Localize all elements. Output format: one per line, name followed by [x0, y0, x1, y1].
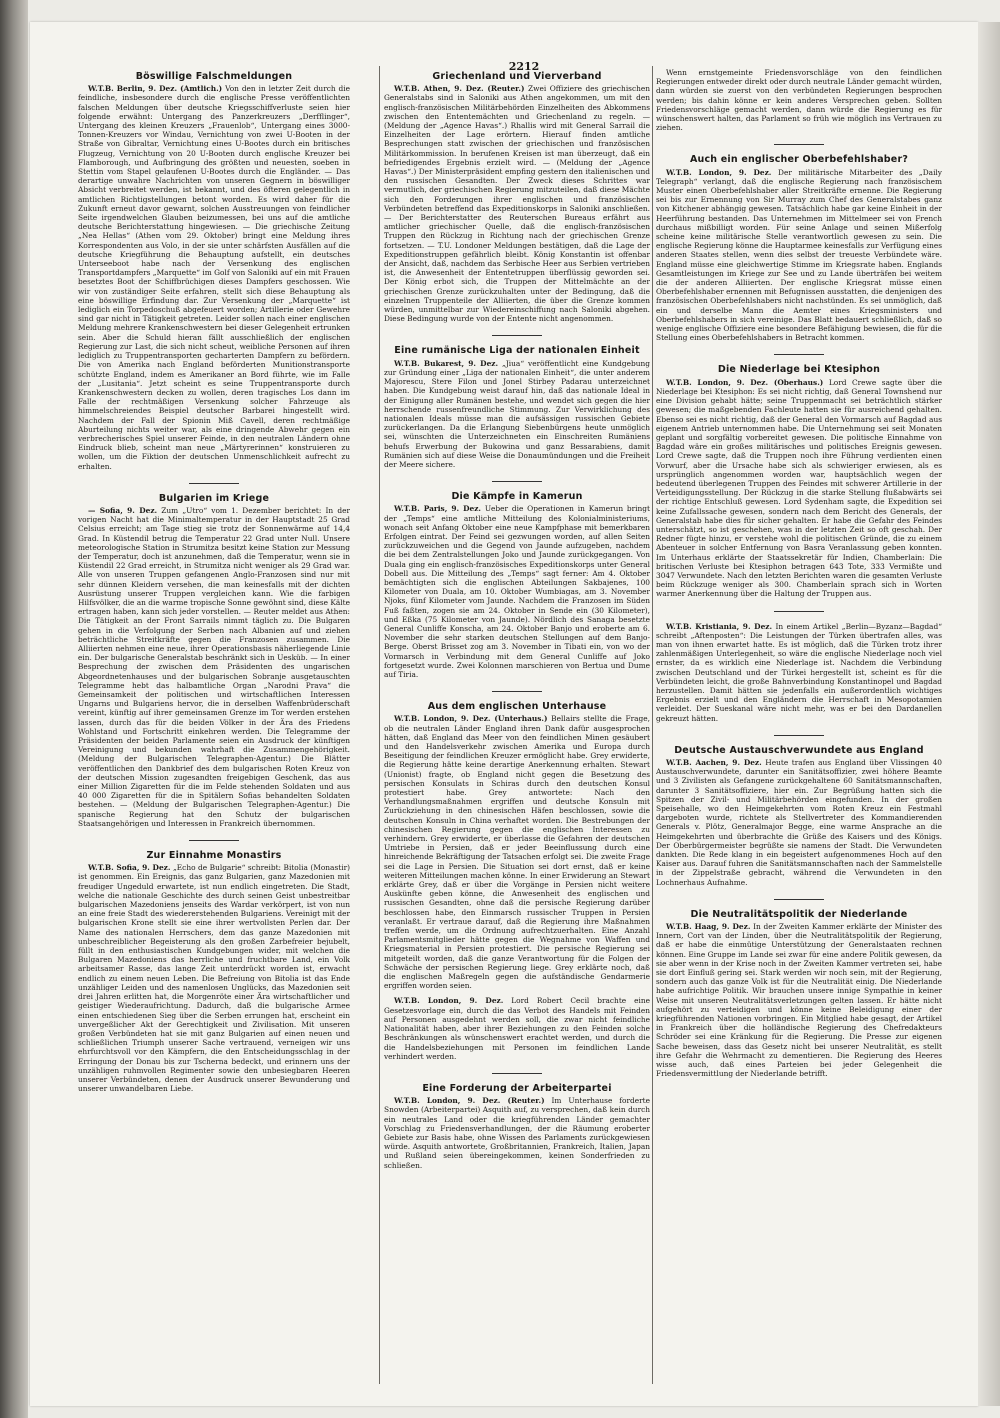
column-1: [78, 68, 350, 1383]
article-text: Lord Crewe sagte über die Niederlage bei Ktesiphon: Es sei nicht richtig, daß General Townshend nur eine Division gehabt hätte; seine Truppenmacht sei beträchtlich stärker gewesen; die maßgebenden Fachleute hatten sie für ausreichend gehalten. Ebenso sei es nicht richtig, daß der General den Vormarsch auf Bagdad aus eigenem Antrieb unternommen habe. Die Unternehmung sei seit Monaten geplant und sorgfältig vorbereitet gewesen. Die politische Einnahme von Bagdad wäre ein großes militärisches und politisches Ereignis gewesen. Lord Crewe sagte, daß die Truppen noch ihre Führung verdienten einen Vorwurf, aber die Ursache habe sich als schwieriger erwiesen, als es ursprünglich angenommen worden war, hauptsächlich wegen der bedeutend überlegenen Truppen des Feindes mit schwerer Artillerie in der Verteidigungsstellung. Der Rückzug in die starke Stellung flußabwärts sei der richtige Entschluß gewesen. Lord Sydenham sagte, die Expedition sei keine Zufallssache gewesen, sondern nach dem Bericht des Generals, der Generalstab habe dies für sicher gehalten. Er habe die Gefahr des Feindes unterschätzt, so ist geschehen, was in der letzten Zeit so oft geschah. Der Redner fügte hinzu, er verstehe wohl die politischen Gründe, die zu einem Abenteuer in solcher Entfernung von Basra Veranlassung geben konnten. Im Unterhaus erklärte der Staatssekretär für Indien, Chamberlain: Die britischen Verluste bei Ktesiphon betragen 643 Tote, 333 Vermißte und 3047 Verwundete. Nach den letzten Berichten waren die gesamten Verluste beim Rückzuge weniger als 300. Chamberlain sprach sich in Worten warmer Anerkennung über die Haltung der Truppen aus.: [656, 377, 942, 599]
column-rule: [652, 66, 653, 1384]
column-3: [656, 68, 942, 1383]
article-body: [78, 84, 350, 471]
article-separator: [774, 899, 824, 900]
article-headline: Zur Einnahme Monastirs: [146, 850, 282, 862]
article-body: [78, 863, 350, 1093]
column-2: [384, 68, 650, 1383]
article-separator: [774, 354, 824, 355]
article-separator: [492, 691, 542, 692]
article-dateline: W.T.B. Berlin, 9. Dez. (Amtlich.): [88, 84, 223, 94]
article-body: [656, 622, 942, 723]
article-text: Heute trafen aus England über Vlissingen 40 Austauschverwundete, darunter ein Sanitätsoffizier, zwei höhere Beamte und 3 Zivilisten als Gefangene zurückgehaltene 60 Sanitätsmannschaften, darunter 3 Sanitätsoffiziere, hier ein. Zur Begrüßung hatten sich die Spitzen der Zivil- und Militärbehörden eingefunden. In der großen Speisehalle, wo den Heimgekehrten vom Roten Kreuz ein Festmahl dargeboten wurde, richtete als Stellvertreter des Kommandierenden Generals v. Plötz, Generalmajor Begge, eine warme Ansprache an die Heimgekehrten und überbrachte die Grüße des Kaisers und des Königs. Der Oberbürgermeister begrüßte sie namens der Stadt. Die Verwundeten dankten. Die Rede klang in ein begeistert aufgenommenes Hoch auf den Kaiser aus. Darauf fuhren die Sanitätsmannschaften nach der Sammelstelle in der Zippelstraße gebracht, während die Verwundeten in den Lochnerhaus Aufnahme.: [656, 758, 942, 887]
article-text: In der Zweiten Kammer erklärte der Minister des Innern, Cort van der Linden, über die Neutralitätspolitik der Regierung, daß er habe die einmütige Unterstützung der Generalstaaten rechnen können. Eine Gruppe im Lande sei zwar für eine andere Politik gewesen, da sie aber wenn in der Krise noch in der Zweiten Kammer vertreten sei, habe sie dort Einfluß gering sei. Stark werden wir noch sein, mit der Regierung, sondern auch das ganze Volk ist für die Neutralität einig. Die Niederlande habe aufrichtige Politik. Wir brauchen unsere innige Sympathie in keiner Weise mit unseren Neutralitätsverletzungen gelten lassen. Er hätte nicht aufgehört zu verteidigen und könne keine Beleidigung einer der kriegführenden Nationen vorbringen. Ein Mitglied habe gesagt, der Artikel in Frankreich über die holländische Regierung des Chefredakteurs Schröder sei eine Kränkung für die Regierung. Die Presse zur eigenen Sache beweisen, dass das Gesetz nicht bei unserer Neutralität, es stellt ihre Gefahr die Wehrmacht zu dementieren. Die Regierung des Heeres wisse auch, daß eines Parteien bei jeder Gelegenheit die Friedensvermittlung der Niederlande betrifft.: [656, 922, 942, 1079]
article-body: [384, 714, 650, 990]
article-body: [384, 996, 650, 1060]
page-edge-right: [978, 22, 1000, 1406]
article-body: [656, 168, 942, 343]
article-dateline: W.T.B. Bukarest, 9. Dez.: [394, 358, 499, 368]
article-dateline: W.T.B. Paris, 9. Dez.: [394, 504, 481, 514]
article-text: „Jiua“ veröffentlicht eine Kundgebung zur Gründung einer „Liga der nationalen Einheit“, die unter anderem Majorescu, Stere Filon und Jonel Stirbey Padarau unterzeichnet haben. Die Kundgebung weist darauf hin, daß das nationale Ideal in der Einigung aller Rumänen bestehe, und wendet sich gegen die hier herrschende russenfreundliche Stimmung. Zur Verwirklichung des nationalen Ideals müsse man die aufsässigen russischen Gebiete zurückerlangen. Da die Erlangung Siebenbürgens heute unmöglich sei, wünschten die Unterzeichneten ein Einschreiten Rumäniens behufs Erwerbung der Bukowina und ganz Bessarabiens, damit Rumänien sich auf diese Weise die Donaumündungen und die Freiheit der Meere sichere.: [384, 358, 650, 469]
column-rule: [379, 66, 380, 1384]
article-text: Zum „Utro“ vom 1. Dezember berichtet: In der vorigen Nacht hat die Minimaltemperatur in der Hauptstadt 25 Grad Celsius erreicht; am Tage stieg sie trotz der Sonnenwärme auf 14,4 Grad. In Küstendil betrug die Temperatur 22 Grad unter Null. Unsere meteorologische Station in Strumitza besitzt keine Station zur Messung der Temperatur, doch ist anzunehmen, daß die Temperatur, wenn sie in Küstendil 22 Grad erreicht, in Strumitza nicht weniger als 29 Grad war. Alle von unseren Truppen gefangenen Anglo-Franzosen sind nur mit sehr dünnen Kleidern versehen, die man keinesfalls mit der dichten Ausrüstung unserer Truppen vergleichen kann. Wie die farbigen Hilfsvölker, die an die warme tropische Sonne gewöhnt sind, diese Kälte ertragen haben, kann sich jeder vorstellen. — Reuter meldet aus Athen: Die Tätigkeit an der Front Sarrails nimmt täglich zu. Die Bulgaren gehen in die Verfolgung der Serben nach Albanien auf und ziehen beträchtliche Streitkräfte gegen die Franzosen zusammen. Die Alliierten nehmen eine neue, ihrer Operationsbasis näherliegende Linie ein. Der bulgarische Generalstab beschränkt sich in Uesküb. — In einer Besprechung der zwischen dem Präsidenten des ungarischen Abgeordnetenhauses und der bulgarischen Sobranje ausgetauschten Telegramme hebt das halbamtliche Organ „Narodni Prava“ die Gemeinsamkeit der politischen und wirtschaftlichen Interessen Ungarns und Bulgariens hervor, die in derselben Waffenbrüderschaft vereint, künftig auf ihrer gemeinsamen Grenze im Tor werden erstehen lassen, durch das für die beiden Völker in der Ära des Friedens Wohlstand und Fortschritt einkehren werden. Die Telegramme der Präsidenten der beiden Parlamente seien ein Ausdruck der künftigen Vereinigung und bekunden wahrhaft die Zusammengehörigkeit. (Meldung der Bulgarischen Telegraphen-Agentur.) Die Blätter veröffentlichen den Dankbrief des dem bulgarischen Roten Kreuz von der deutschen Mission zugesandten freigebigen Geschenk, das aus einer Million Zigaretten für die im Felde stehenden Soldaten und aus 40 000 Zigaretten für die in Spitälern Sofias behandelten Soldaten bestehen. — (Meldung der Bulgarischen Telegraphen-Agentur.) Die spanische Regierung hat den Schutz der bulgarischen Staatsangehörigen und Interessen in Frankreich übernommen.: [78, 505, 350, 828]
article-dateline: W.T.B. London, 9. Dez.: [394, 996, 504, 1006]
article-headline: Eine rumänische Liga der nationalen Einheit: [394, 345, 640, 357]
article-body: [656, 68, 942, 132]
article-body: [384, 84, 650, 323]
article-body: [384, 1096, 650, 1170]
article-dateline: W.T.B. Sofia, 9. Dez.: [88, 863, 171, 873]
article-text: Bellairs stellte die Frage, ob die neutralen Länder England ihren Dank dafür ausgesprochen hätten, daß England das Meer von den feindlichen Minen gesäubert und den Handelsverkehr zwischen Amerika und Europa durch Beseitigung der feindlichen Kreuzer ermöglicht habe. Grey erwiderte, die Regierung hätte keine derartige Anerkennung erhalten. Stewart (Unionist) fragte, ob England nicht gegen die Besetzung des persischen Konsulats in Schiras durch den deutschen Konsul protestiert habe. Grey antwortete: Nach den Verhandlungsmaßnahmen ergriffen und deutsche Konsuln mit Zurückziehung in den chinesischen Häfen beschlossen, sowie die deutschen Konsuln in China verhaftet worden. Die Bestrebungen der chinesischen Regierung gegen die englischen Interessen zu verhindern. Grey erwiderte, er überlasse die Gefahren der deutschen Umtriebe in Persien, daß er jeder Beeinflussung durch eine hinreichende Bekräftigung der Tatsachen erfolgt sei. Die zweite Frage sei die Lage in Persien. Die Situation sei dort ernst, daß er keine weiteren Mitteilungen machen könne. In einer Erwiderung an Stewart erklärte Grey, daß er über die Vorgänge in Persien nicht weitere Auskünfte geben könne, die Anwesenheit des englischen und russischen Gesandten, ohne daß die persische Regierung darüber beschlossen habe, den Einmarsch russischer Truppen in Persien veranlaßt. Er vertraue darauf, daß die Regierung ihre Maßnahmen treffen werde, um die Ordnung aufrechtzuerhalten. Eine Anzahl Parlamentsmitglieder hätte gegen die Wegnahme von Waffen und Kriegsmaterial in Persien protestiert. Die persische Regierung sei mitgeteilt worden, daß die ganze Verantwortung für die Folgen der Schwäche der persischen Regierung liege. Grey erklärte noch, daß die englischen Maßregeln gegen die aufständische Gendarmerie ergriffen worden seien.: [384, 714, 650, 991]
article-separator: [492, 1073, 542, 1074]
article: [384, 72, 650, 323]
article: [656, 746, 942, 887]
article-headline: Eine Forderung der Arbeiterpartei: [422, 1082, 612, 1094]
article-headline: Die Kämpfe in Kamerun: [451, 491, 583, 503]
article-body: [384, 504, 650, 679]
article: [384, 1084, 650, 1170]
article-text: Im Unterhause forderte Snowden (Arbeiterpartei) Asquith auf, zu versprechen, daß kein durch ein neutrales Land oder die kriegführenden Länder gemachter Vorschlag zu Friedensverhandlungen, der die Räumung eroberter Gebiete zur Basis habe, ohne Wissen des Parlaments zurückgewiesen würde. Asquith antwortete, Großbritannien, Frankreich, Italien, Japan und Rußland seien übereingekommen, keinen Sonderfrieden zu schließen.: [384, 1096, 650, 1170]
article: [656, 622, 942, 723]
article-headline: Auch ein englischer Oberbefehlshaber?: [689, 154, 909, 166]
page-number: 2212: [508, 60, 540, 73]
article-separator: [774, 735, 824, 736]
article: [78, 494, 350, 828]
article-body: [78, 506, 350, 828]
article-separator: [774, 611, 824, 612]
article-text: Wenn ernstgemeinte Friedensvorschläge von den feindlichen Regierungen entweder direkt oder durch neutrale Länder gemacht würden, dann würden sie zuerst von den verbündeten Regierungen besprochen werden; bis dahin könne er kein anderes Versprechen geben. Sollten Friedensvorschläge gemacht werden, dann würde die Regierung es für wünschenswert halten, das Parlament so früh wie möglich ins Vertrauen zu ziehen.: [656, 68, 942, 133]
article-body: [656, 922, 942, 1078]
article: [384, 996, 650, 1060]
article-body: [656, 378, 942, 599]
article: [78, 72, 350, 471]
article-headline: Aus dem englischen Unterhause: [427, 701, 607, 713]
article-separator: [189, 483, 239, 484]
article-dateline: W.T.B. Aachen, 9. Dez.: [666, 758, 762, 767]
article-dateline: W.T.B. Kristiania, 9. Dez.: [666, 621, 773, 631]
article-separator: [492, 481, 542, 482]
article-separator: [774, 144, 824, 145]
article: [656, 910, 942, 1079]
article-dateline: W.T.B. London, 9. Dez.: [666, 167, 772, 177]
article-text: Zwei Offiziere des griechischen Generalstabs sind in Saloniki aus Athen angekommen, um mit den englisch-französischen Militärbehörden Einzelheiten des Abkommens zwischen den Ententemächten und Griechenland zu regeln. — (Meldung der „Agence Havas“.) Rhallis wird mit General Sarrail die Einzelheiten der Lage erörtern. Hierauf finden amtliche Besprechungen statt zwischen der griechischen und französischen Militärkommission. In berufenen Kreisen ist man überzeugt, daß ein befriedigendes Ergebnis erzielt wird. — (Meldung der „Agence Havas“.) Der Ministerpräsident empfing gestern den italienischen und den russischen Gesandten. Der Zweck dieses Schrittes war vermutlich, der griechischen Regierung mitzuteilen, daß diese Mächte sich den Forderungen ihrer englischen und französischen Verbündeten betreffend das Expeditionskorps in Saloniki anschließen. — Der Berichterstatter des Reuterschen Bureaus erfährt aus amtlicher griechischer Quelle, daß die englisch-französischen Truppen den Rückzug in Richtung nach der griechischen Grenze fortsetzen. — T.U. Londoner Meldungen bestätigen, daß die Lage der Expeditionstruppen gefährlich bleibt. König Konstantin ist offenbar der Ansicht, daß, nachdem das Serbische Heer aus Serbien vertrieben ist, die Anwesenheit der Ententetruppen überflüssig geworden sei. Der König erbot sich, die Truppen der Mittelmächte an der griechischen Grenze zurückzuhalten unter der Bedingung, daß die einzelnen Truppenteile der Alliierten, die über die Grenze kommen würden, unmittelbar zur Wiedereinschiffung nach Saloniki abgehen. Diese Bedingung wurde von der Entente nicht angenommen.: [384, 84, 650, 324]
article-text: Von den in letzter Zeit durch die feindliche, insbesondere durch die englische Presse veröffentlichten falschen Meldungen über deutsche Kriegsschiffverluste seien hier folgende erwähnt: Untergang des Panzerkreuzers „Derfflinger“, Untergang des kleinen Kreuzers „Frauenlob“, Untergang eines 3000-Tonnen-Kreuzers vor Windau, Vernichtung von zwei U-Booten in der Straße von Gibraltar, Vernichtung eines U-Bootes durch ein britisches Flugzeug, Vernichtung von 20 U-Booten durch englische Kreuzer bei Flamborough, und Aufbringung des größten und neuesten, soeben in Stettin vom Stapel gelaufenen U-Bootes durch die Engländer. — Das derartige unwahre Nachrichten von unseren Gegnern in böswilliger Absicht verbreitet werden, ist bekannt, und des öfteren gelegentlich in amtlichen Richtigstellungen betont worden. Es wird daher für die Zukunft erneut davor gewarnt, solchen Ausstreuungen von feindlicher Seite irgendwelchen Glauben beizumessen, bei uns auf die amtliche deutsche Berichterstattung hingewiesen. — Die griechische Zeitung „Nea Hellas“ (Athen vom 29. Oktober) bringt eine Meldung ihres Korrespondenten aus Volo, in der sie unter schärfsten Ausfällen auf die deutsche Kriegführung die Behauptung aufstellt, ein deutsches Unterseeboot habe nach der Versenkung des englischen Transportdampfers „Marquette“ im Golf von Saloniki auf ein mit Frauen besetztes Boot der Schiffbrüchigen dieses Dampfers geschossen. Wie wir von zuständiger Seite erfahren, stellt sich diese Behauptung als eine böswillige Erfindung dar. Zur Versenkung der „Marquette“ ist lediglich ein Torpedoschuß abgefeuert worden; Artillerie oder Gewehre sind gar nicht in Tätigkeit getreten. Leider sollen nach einer englischen Meldung mehrere Krankenschwestern bei dieser Gelegenheit ertrunken sein. Aber die Schuld hieran fällt ausschließlich der englischen Regierung zur Last, die sich nicht scheut, weibliche Personen auf ihren lediglich zu Truppentransporten gecharterten Dampfern zu befördern. Die von Amerika nach England beförderten Munitionstransporte schützte England, indem es Amerikaner an Bord führte, wie im Falle der „Lusitania“. Jetzt scheint es seine Truppentransporte durch Krankenschwestern decken zu wollen, deren tragisches Los dann im Falle der rechtmäßigen Versenkung solcher Fahrzeuge als himmelschreiendes Beispiel deutscher Barbarei hingestellt wird. Nachdem der Fall der Spionin Miß Cavell, deren rechtmäßige Aburteilung nichts weiter war, als eine dringende Abwehr gegen ein verbrecherisches Spiel unserer Feinde, in den neutralen Ländern ohne Eindruck blieb, scheint man neue „Märtyrerinnen“ konstruieren zu wollen, um die Fiktion der deutschen Unmenschlichkeit aufrecht zu erhalten.: [78, 84, 350, 471]
article: [656, 155, 942, 342]
article-headline: Bulgarien im Kriege: [158, 492, 270, 504]
article-text: Ueber die Operationen in Kamerun bringt der „Temps“ eine amtliche Mitteilung des Kolonialministeriums, wonach seit Anfang Oktober eine neue Kampfphase mit bemerkbaren Erfolgen eintrat. Der Feind sei gezwungen worden, auf allen Seiten zurückzuweichen und die Gegend von Jaunde aufzugeben, nachdem die bei dem Zentralstellungen Joko und Jaunde zurückgegangen. Von Duala ging ein englisch-französisches Expeditionskorps unter General Dobell aus. Die Mitteilung des „Temps“ sagt ferner: Am 4. Oktober bemächtigten sich die englischen Abteilungen Sakbajenes, 100 Kilometer von Duala, am 10. Oktober Wumbiagas, am 3. November Njoks, fünf Kilometer vom Jaunde. Nachdem die Franzosen im Süden Fuß faßten, zogen sie am 24. Oktober in Sende ein (30 Kilometer), und Eßka (75 Kilometer von Jaunde). Nördlich des Sanaga besetzte General Cunliffe Konscha, am 24. Oktober Banjo und eroberte am 6. November die sehr starken deutschen Stellungen auf dem Banjo-Berge. Oberst Brisset zog am 3. November in Tibati ein, von wo der Vormarsch in Verbindung mit dem General Cunliffe auf Joko fortgesetzt wurde. Zwei Kolonnen marschieren von Bertua und Dume auf Tiria.: [384, 504, 650, 679]
article: [384, 346, 650, 469]
article-dateline: W.T.B. London, 9. Dez. (Oberhaus.): [666, 377, 824, 387]
article: [656, 365, 942, 598]
article-headline: Böswillige Falschmeldungen: [135, 71, 293, 82]
article-text: In einem Artikel „Berlin—Byzanz—Bagdad“ schreibt „Aftenposten“: Die Leistungen der Türken übertrafen alles, was man von ihnen erwartet hatte. Es ist möglich, daß die Türken trotz ihrer zahlenmäßigen Unterlegenheit, so wäre die englische Niederlage noch viel ernster, da es wirklich eine Niederlage ist. Nachdem die Verbindung zwischen Deutschland und der Türkei hergestellt ist, scheint es für die Verbündeten leicht, die große Bahnverbindung Konstantinopel und Bagdad herzustellen. Damit hätten sie jedenfalls ein außerordentlich wichtiges Ergebnis erzielt und den Engländern die Herrschaft in Mesopotamien verleidet. Der Sueskanal wäre nicht mehr, was er bei den Dardanellen gekreuzt hätten.: [656, 621, 942, 723]
book-binding-edge: [0, 0, 28, 1418]
article: [384, 492, 650, 679]
article: [384, 702, 650, 990]
article: [78, 851, 350, 1093]
article-headline: Deutsche Austauschverwundete aus England: [674, 744, 924, 756]
article-dateline: W.T.B. Haag, 9. Dez.: [666, 922, 751, 932]
article-separator: [492, 335, 542, 336]
article-text: Der militärische Mitarbeiter des „Daily Telegraph“ verlangt, daß die englische Regierung nach französischem Muster einen Oberbefehlshaber aller Streitkräfte ernenne. Die Regierung sei bis zur Ernennung von Sir Murray zum Chef des Generalstabes ganz von Kitchener abhängig gewesen. Tatsächlich habe gar keine Einheit in der Heerführung bestanden. Das Unternehmen im Mittelmeer sei von French durchaus mißbilligt worden. Für seine Anlage und seinen Mißerfolg scheine keine militärische Stelle verantwortlich gewesen zu sein. Die englische Regierung könne die Hauptarmee keinesfalls zur Verfügung eines anderen Staates stellen, wenn dies selbst der treueste Verbündete wäre. England müsse eine gleichwertige Stimme im Kriegsrate haben. Englands Gesamtleistungen im Kriege zur See und zu Lande überträfen bei weitem die der anderen Alliierten. Der englische Kriegsrat müsse einen Oberbefehlshaber ernennen mit Befugnissen ausstatten, die denjenigen des französischen Oberbefehlshabers nicht nachstünden. Es sei unmöglich, daß ein und derselbe Mann die Aemter eines Kriegsministers und Oberbefehlshabers in sich vereinige. Das Blatt bedauert schließlich, daß so wenige englische Offiziere eine besondere Befähigung bewiesen, die für die Stellung eines Oberbefehlshabers in Betracht kommen.: [656, 167, 942, 343]
article-body: [656, 758, 942, 887]
article-separator: [189, 840, 239, 841]
article-text: Lord Robert Cecil brachte eine Gesetzesvorlage ein, durch die das Verbot des Handels mit Feinden auf Personen ausgedehnt werden soll, die zwar nicht feindliche Nationalität haben, aber ihrer Beziehungen zu den Feinden solche Beschränkungen als wünschenswert erachtet werden, und durch die die Handelsbeziehungen mit Personen im feindlichen Lande verhindert werden.: [384, 996, 650, 1061]
article-body: [384, 359, 650, 469]
article-text: „Echo de Bulgarie“ schreibt: Bitolia (Monastir) ist genommen. Ein Ereignis, das ganz Bulgarien, ganz Mazedonien mit freudiger Ungeduld erwartete, ist nun endlich eingetreten. Die Stadt, welche die nationale Geschichte des durch seinen Geist unbestreitbar bulgarischen Mazedoniens jenseits des Wardar verkörpert, ist von nun an eine freie Stadt des wiedererstehenden Bulgariens. Vereinigt mit der bulgarischen Krone stellt sie eine ihrer wertvollsten Perlen dar. Der Name des nationalen Herrschers, dem das ganze Mazedonien mit unbeschreiblicher Begeisterung als den großen Zarbefreier bejubelt, füllt in den enthusiastischen Kundgebungen wider, mit welchen die Bulgaren Mazedoniens das herrliche und fruchtbare Land, ein Volk arbeitsamer Rasse, das lange Zeit unterdrückt worden ist, erwacht endlich zu einem neuen Leben. Die Befreiung von Bitolia ist das Ende unzähliger Leiden und des namenlosen Unglücks, das Mazedonien seit drei Jahren erlitten hat, die Morgenröte einer Ära wirtschaftlicher und geistiger Wiederaufrichtung. Dadurch, daß die bulgarische Armee einen entschiedenen Sieg über die Serben errungen hat, erscheint ein unvergeßlicher Akt der Gerechtigkeit und Zivilisation. Mit unseren großen Verbündeten hat sie mit ganz Bulgarien auf einen neuen und schließlichen Triumph unserer Sache vertrauend, verneigen wir uns ehrfurchtsvoll vor den Kämpfern, die den Entscheidungsschlag in der Erringung der Donau bis zur Tscherna bedeckt, und erinnern uns der unzähligen ruhmvollen Regimenter sowie den unbesiegbaren Heeren unserer Verbündeten, denen der Ausdruck unserer Bewunderung und unserer unwandelbaren Liebe.: [78, 863, 350, 1094]
article-headline: Griechenland und Vierverband: [432, 71, 602, 82]
article-dateline: — Sofia, 9. Dez.: [88, 505, 158, 515]
article-headline: Die Niederlage bei Ktesiphon: [717, 364, 881, 376]
article-dateline: W.T.B. London, 9. Dez. (Unterhaus.): [394, 714, 548, 724]
article: [656, 68, 942, 132]
article-headline: Die Neutralitätspolitik der Niederlande: [690, 908, 908, 920]
article-dateline: W.T.B. London, 9. Dez. (Reuter.): [394, 1096, 545, 1106]
article-dateline: W.T.B. Athen, 9. Dez. (Reuter.): [394, 84, 525, 94]
